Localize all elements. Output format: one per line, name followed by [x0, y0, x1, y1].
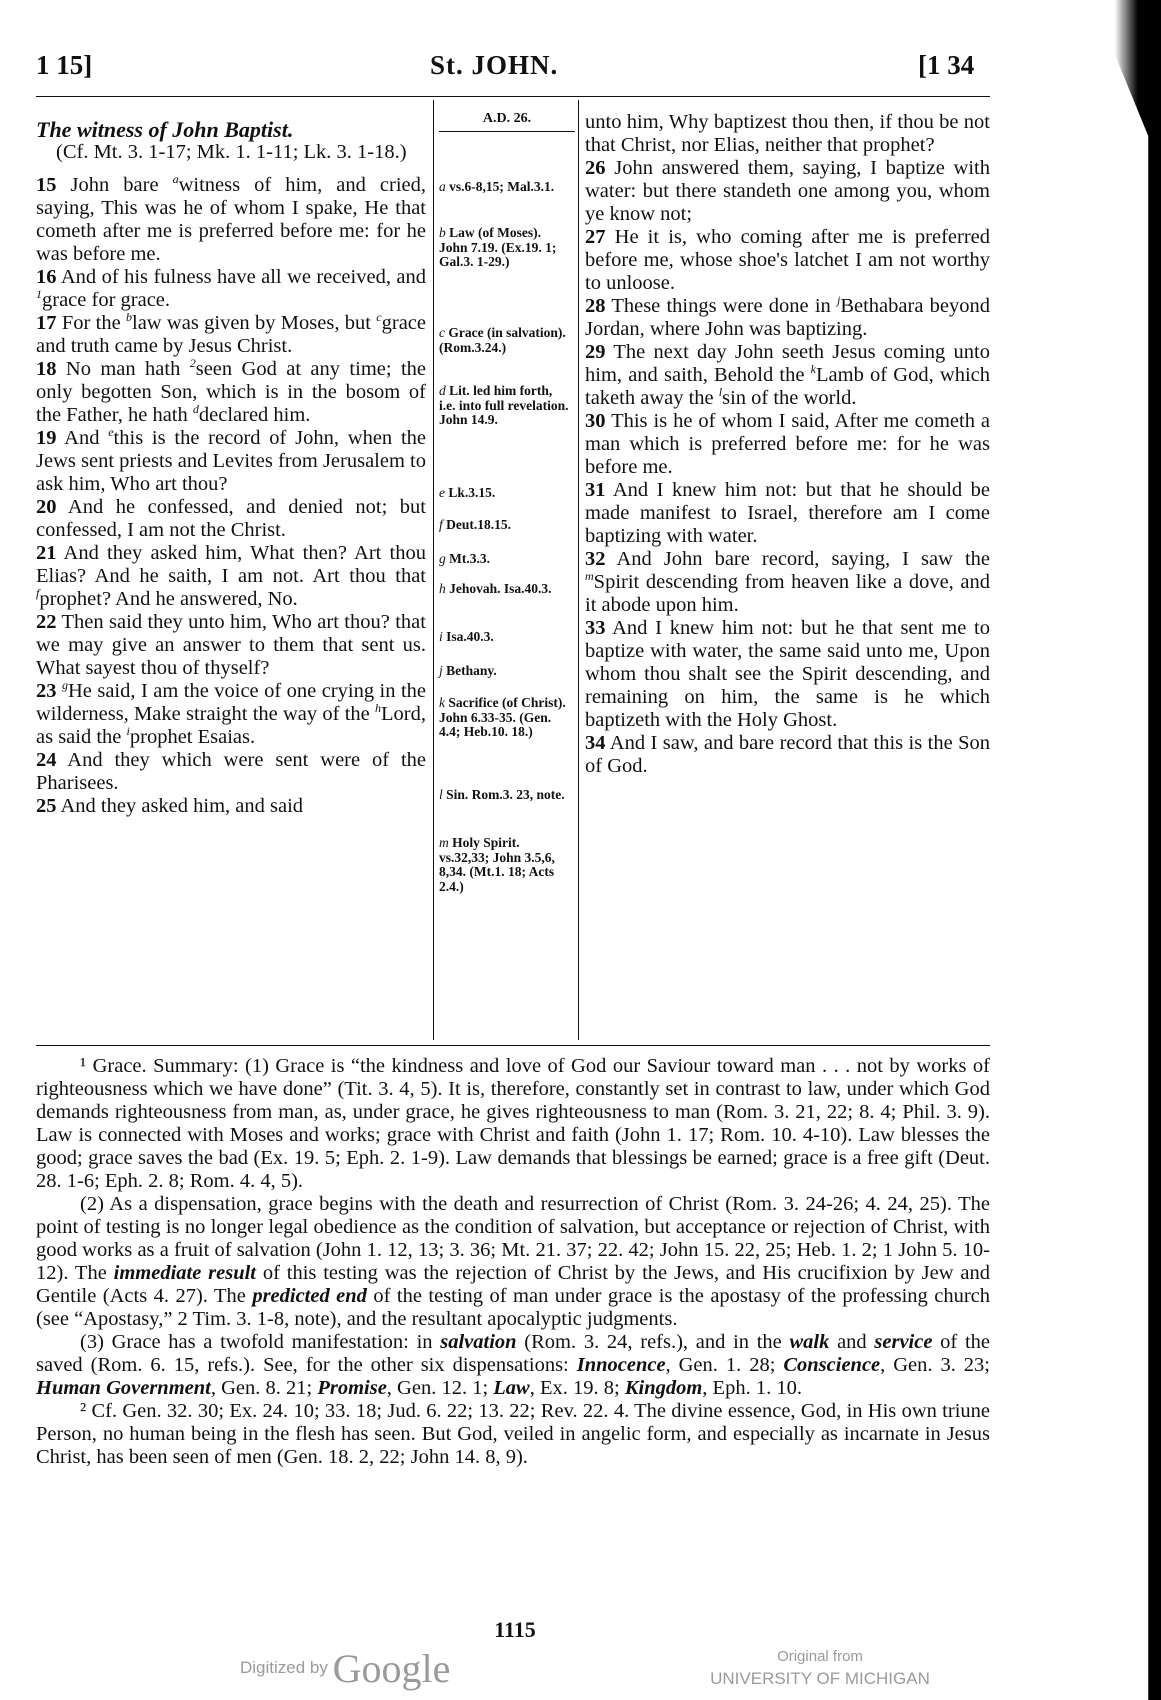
verse: 22 Then said they unto him, Who art thou? that we may give an answer to them that sent us. What sayest thou of thyself? — [36, 611, 426, 679]
margin-ref: c Grace (in salvation). (Rom.3.24.) — [439, 325, 566, 355]
column-divider-right — [578, 100, 579, 1040]
header-rule — [36, 96, 990, 97]
margin-ref: m Holy Spirit. vs.32,33; John 3.5,6, 8,34. (Mt.1. 18; Acts 2.4.) — [439, 835, 555, 894]
verse: 25 And they asked him, and said — [36, 795, 304, 817]
google-logo: Google — [332, 1646, 451, 1691]
running-header — [0, 50, 1000, 90]
margin-ref: h Jehovah. Isa.40.3. — [439, 581, 552, 596]
digitized-by-watermark: Digitized by Google — [240, 1646, 451, 1691]
verse: 21 And they asked him, What then? Art thou Elias? And he saith, I am not. Art thou that $^f$prophet? And he answered, No. — [36, 542, 426, 610]
footnote-grace-manifestation: (3) Grace has a twofold manifestation: in salvation (Rom. 3. 24, refs.), and in the walk and service of the saved (Rom. 6. 15, refs.). See, for the other six dispensations: Innocence, Gen. 1. 28; Conscience, Gen. 3. 23; Human Government, Gen. 8. 21; Promise, Gen. 12. 1; Law, Ex. 19. 8; Kingdom, Eph. 1. 10. — [36, 1331, 991, 1399]
verse: 27 He it is, who coming after me is preferred before me, whose shoe's latchet I am not worthy to unloose. — [585, 226, 990, 294]
header-right-ref: [1 34 — [918, 50, 975, 80]
column-divider-left — [433, 100, 434, 1040]
margin-ref: e Lk.3.15. — [439, 485, 496, 500]
header-left-ref: 1 15] — [36, 50, 93, 80]
margin-ref: b Law (of Moses). John 7.19. (Ex.19. 1; Gal.3. 1-29.) — [439, 225, 557, 269]
margin-ref: f Deut.18.15. — [439, 517, 512, 532]
footnotes — [36, 1055, 990, 1469]
verse: 31 And I knew him not: but that he should be made manifest to Israel, therefore am I come baptizing with water. — [585, 479, 990, 547]
verse: 24 And they which were sent were of the Pharisees. — [36, 749, 426, 794]
verse: 30 This is he of whom I said, After me cometh a man which is preferred before me: for he was before me. — [585, 410, 990, 478]
verse: 20 And he confessed, and denied not; but confessed, I am not the Christ. — [36, 496, 427, 541]
left-text-column — [36, 118, 426, 818]
verse: 15 John bare $^a$witness of him, and cried, saying, This was he of whom I spake, He that cometh after me is preferred before me: for he was before me. — [36, 172, 426, 265]
verse: 33 And I knew him not: but he that sent me to baptize with water, the same said unto me, Upon whom thou shalt see the Spirit descending, and remaining on him, the same is he which baptizeth with the Holy Ghost. — [585, 617, 990, 731]
verse: 19 And $^e$this is the record of John, when the Jews sent priests and Levites from Jerusalem to ask him, Who art thou? — [36, 425, 426, 495]
footnote-seen-god: ² Cf. Gen. 32. 30; Ex. 24. 10; 33. 18; Jud. 6. 22; 13. 22; Rev. 22. 4. The divine essence, God, in His own triune Person, no human being in the flesh has seen. But God, veiled in angelic form, and especially as incarnate in Jesus Christ, has been seen of men (Gen. 18. 2, 22; John 14. 8, 9). — [36, 1400, 990, 1468]
verse: 34 And I saw, and bare record that this is the Son of God. — [585, 732, 990, 777]
margin-ref: i Isa.40.3. — [439, 629, 494, 644]
verse: 28 These things were done in $^j$Bethabara beyond Jordan, where John was baptizing. — [585, 293, 990, 340]
verse: 17 For the $^b$law was given by Moses, but $^c$grace and truth came by Jesus Christ. — [36, 310, 426, 357]
margin-ref: l Sin. Rom.3. 23, note. — [439, 787, 565, 802]
margin-date: A.D. 26. — [439, 112, 575, 132]
footnote-grace-summary: ¹ Grace. Summary: (1) Grace is “the kindness and love of God our Saviour toward man . . . not by works of righteousness which we have done” (Tit. 3. 4, 5). It is, therefore, constantly set in contrast to law, under which God demands righteousness from man, as, under grace, he gives righteousness to man (Rom. 3. 21, 22; 8. 4; Phil. 3. 9). Law is connected with Moses and works; grace with Christ and faith (John 1. 17; Rom. 10. 4-10). Law blesses the good; grace saves the bad (Ex. 19. 5; Eph. 2. 1-9). Law demands that blessings be earned; grace is a free gift (Deut. 28. 1-6; Eph. 2. 8; Rom. 4. 4, 5). — [36, 1055, 990, 1192]
margin-ref: k Sacrifice (of Christ). John 6.33-35. (Gen. 4.4; Heb.10. 18.) — [439, 695, 566, 739]
margin-ref: d Lit. led him forth, i.e. into full revelation. John 14.9. — [439, 383, 569, 427]
verse: 29 The next day John seeth Jesus coming unto him, and saith, Behold the $^k$Lamb of God, which taketh away the $^l$sin of the world. — [585, 341, 990, 409]
section-cross-reference: (Cf. Mt. 3. 1-17; Mk. 1. 1-11; Lk. 3. 1-18.) — [56, 141, 407, 163]
page-number: 1115 — [494, 1617, 536, 1642]
verse: 18 No man hath $^2$seen God at any time; the only begotten Son, which is in the bosom of the Father, he hath $^d$declared him. — [36, 356, 426, 426]
margin-references — [439, 111, 575, 894]
verse-continuation: unto him, Why baptizest thou then, if thou be not that Christ, nor Elias, neither that prophet? — [585, 111, 990, 156]
margin-ref: a vs.6-8,15; Mal.3.1. — [439, 179, 555, 194]
header-book-title: St. JOHN. — [430, 50, 559, 80]
margin-ref: j Bethany. — [439, 663, 497, 678]
footnote-grace-dispensation: (2) As a dispensation, grace begins with the death and resurrection of Christ (Rom. 3. 24-26; 4. 24, 25). The point of testing is no longer legal obedience as the condition of salvation, but acceptance or rejection of Christ, with good works as a fruit of salvation (John 1. 12, 13; 3. 36; Mt. 21. 37; 22. 42; John 15. 22, 25; Heb. 1. 2; 1 John 5. 10-12). The immediate result of this testing was the rejection of Christ by the Jews, and His crucifixion by Jew and Gentile (Acts 4. 27). The predicted end of the testing of man under grace is the apostasy of the professing church (see “Apostasy,” 2 Tim. 3. 1-8, note), and the resultant apocalyptic judgments. — [36, 1193, 991, 1330]
verse: 26 John answered them, saying, I baptize with water: but there standeth one among you, whom ye know not; — [585, 157, 990, 225]
notes-divider — [36, 1045, 990, 1046]
page-edge-shadow — [1103, 0, 1161, 1700]
right-text-column — [585, 111, 990, 778]
original-from-watermark: Original from UNIVERSITY OF MICHIGAN — [710, 1648, 930, 1688]
margin-ref: g Mt.3.3. — [439, 551, 490, 566]
verse: 23 $^g$He said, I am the voice of one crying in the wilderness, Make straight the way of the $^h$Lord, as said the $^i$prophet Esaias. — [36, 678, 426, 748]
verse: 16 And of his fulness have all we received, and $^1$grace for grace. — [36, 266, 426, 311]
section-heading: The witness of John Baptist. — [36, 117, 294, 142]
verse: 32 And John bare record, saying, I saw the $^m$Spirit descending from heaven like a dove, and it abode upon him. — [585, 548, 991, 616]
